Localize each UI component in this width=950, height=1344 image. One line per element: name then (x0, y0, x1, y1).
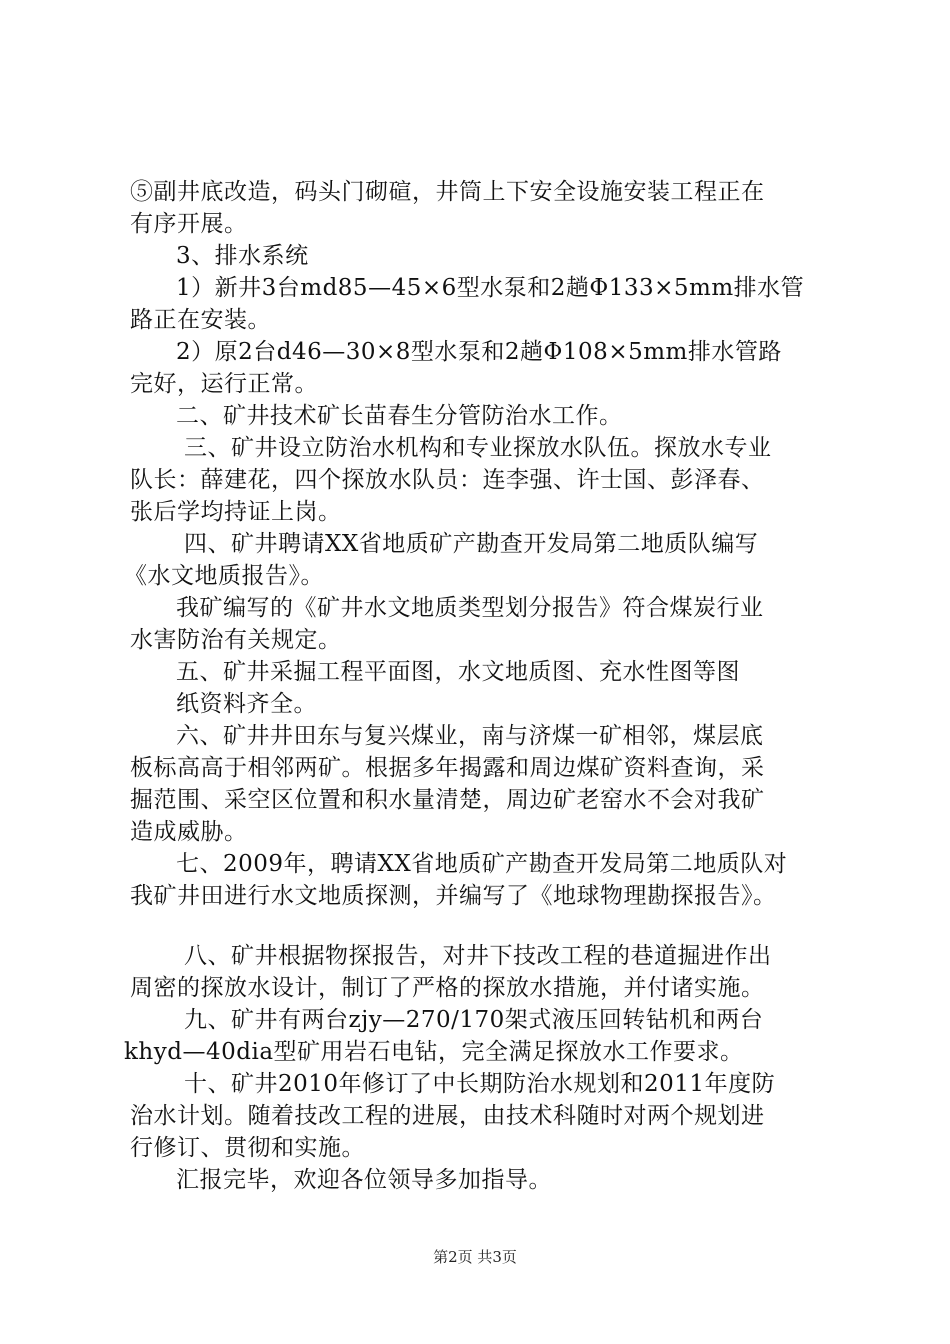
text-line: 队长：薛建花，四个探放水队员：连李强、许士国、彭泽春、 (130, 467, 765, 493)
text-line: 治水计划。随着技改工程的进展，由技术科随时对两个规划进 (130, 1103, 765, 1129)
text-line: 张后学均持证上岗。 (130, 499, 342, 525)
text-line: 三、矿井设立防治水机构和专业探放水队伍。探放水专业 (184, 435, 772, 461)
text-line: 路正在安装。 (130, 307, 271, 333)
text-line: ⑤副井底改造，码头门砌碹，井筒上下安全设施安装工程正在 (130, 179, 765, 205)
text-line: 板标高高于相邻两矿。根据多年揭露和周边煤矿资料查询，采 (130, 755, 765, 781)
text-line: 水害防治有关规定。 (130, 627, 342, 653)
text-line: 完好，运行正常。 (130, 371, 318, 397)
text-line: 十、矿井2010年修订了中长期防治水规划和2011年度防 (184, 1071, 776, 1097)
text-line: 九、矿井有两台zjy—270/170架式液压回转钻机和两台 (184, 1007, 764, 1033)
text-line: 造成威胁。 (130, 819, 248, 845)
text-line: 我矿编写的《矿井水文地质类型划分报告》符合煤炭行业 (176, 595, 764, 621)
text-line: khyd—40dia型矿用岩石电钻，完全满足探放水工作要求。 (124, 1039, 744, 1065)
page-number-footer: 第2页 共3页 (433, 1248, 517, 1266)
text-line: 六、矿井井田东与复兴煤业，南与济煤一矿相邻，煤层底 (176, 723, 764, 749)
text-line: 八、矿井根据物探报告，对井下技改工程的巷道掘进作出 (184, 943, 772, 969)
text-line: 有序开展。 (130, 211, 248, 237)
text-line: 二、矿井技术矿长苗春生分管防治水工作。 (176, 403, 623, 429)
text-line: 1）新井3台md85—45×6型水泵和2趟Φ133×5mm排水管 (176, 275, 805, 301)
text-line: 五、矿井采掘工程平面图，水文地质图、充水性图等图 (176, 659, 740, 685)
text-line: 周密的探放水设计，制订了严格的探放水措施，并付诸实施。 (130, 975, 765, 1001)
text-line: 掘范围、采空区位置和积水量清楚，周边矿老窑水不会对我矿 (130, 787, 765, 813)
text-line: 2）原2台d46—30×8型水泵和2趟Φ108×5mm排水管路 (176, 339, 782, 365)
text-line: 四、矿井聘请XX省地质矿产勘查开发局第二地质队编写 (184, 531, 759, 557)
text-line: 纸资料齐全。 (176, 691, 317, 717)
text-line: 七、2009年，聘请XX省地质矿产勘查开发局第二地质队对 (176, 851, 788, 877)
text-line: 3、排水系统 (176, 243, 309, 269)
text-line: 我矿井田进行水文地质探测，并编写了《地球物理勘探报告》。 (130, 883, 777, 909)
text-line: 《水文地质报告》。 (124, 563, 324, 589)
text-line: 汇报完毕，欢迎各位领导多加指导。 (176, 1167, 552, 1193)
text-line: 行修订、贯彻和实施。 (130, 1135, 365, 1161)
